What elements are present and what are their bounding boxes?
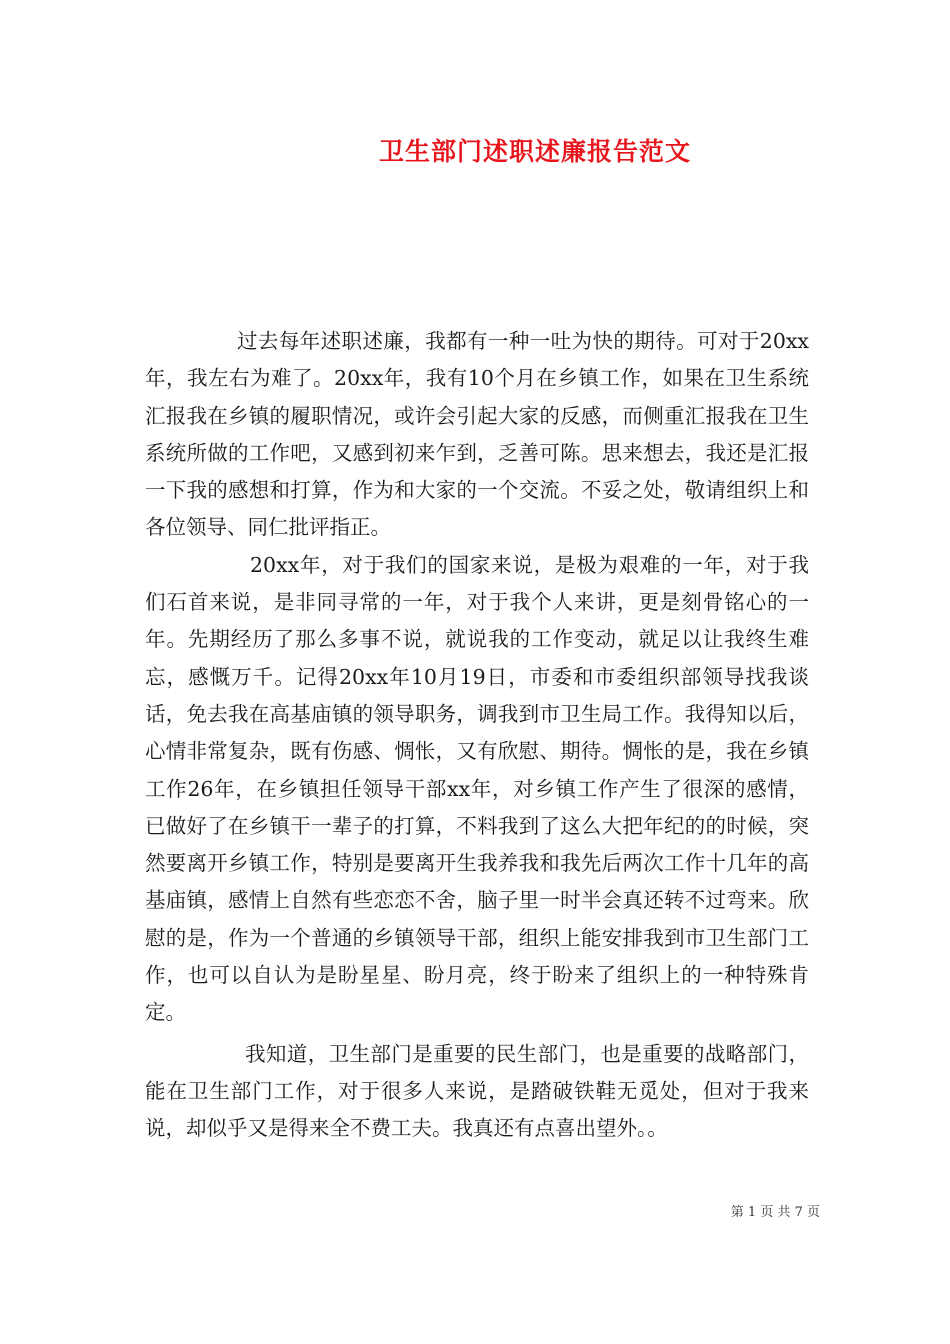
document-title: 卫生部门述职述廉报告范文 [378,137,691,166]
paragraph-2: 20xx年，对于我们的国家来说，是极为艰难的一年，对于我们石首来说，是非同寻常的一年，对于我个人来讲，更是刻骨铭心的一年。先期经历了那么多事不说，就说我的工作变动，就足以让我终生难忘，感慨万千。记得20xx年10月19日，市委和市委组织部领导找我谈话，免去我在高基庙镇的领导职务，调我到市卫生局工作。我得知以后，心情非常复杂，既有伤感、惆怅，又有欣慰、期待。惆怅的是，我在乡镇工作26年，在乡镇担任领导干部xx年，对乡镇工作产生了很深的感情，已做好了在乡镇干一辈子的打算，不料我到了这么大把年纪的的时候，突然要离开乡镇工作，特别是要离开生我养我和我先后两次工作十几年的高基庙镇，感情上自然有些恋恋不舍，脑子里一时半会真还转不过弯来。欣慰的是，作为一个普通的乡镇领导干部，组织上能安排我到市卫生部门工作，也可以自认为是盼星星、盼月亮，终于盼来了组织上的一种特殊肯定。 [145,552,809,1025]
paragraph-3: 我知道，卫生部门是重要的民生部门，也是重要的战略部门，能在卫生部门工作，对于很多人来说，是踏破铁鞋无觅处，但对于我来说，却似乎又是得来全不费工夫。我真还有点喜出望外。。 [145,1041,809,1141]
page-number-footer: 第 1 页 共 7 页 [730,1205,820,1220]
document-body [145,323,809,1148]
paragraph-1: 过去每年述职述廉，我都有一种一吐为快的期待。可对于20xx年，我左右为难了。20xx年，我有10个月在乡镇工作，如果在卫生系统汇报我在乡镇的履职情况，或许会引起大家的反感，而侧重汇报我在卫生系统所做的工作吧，又感到初来乍到，乏善可陈。思来想去，我还是汇报一下我的感想和打算，作为和大家的一个交流。不妥之处，敬请组织上和各位领导、同仁批评指正。 [145,329,809,540]
